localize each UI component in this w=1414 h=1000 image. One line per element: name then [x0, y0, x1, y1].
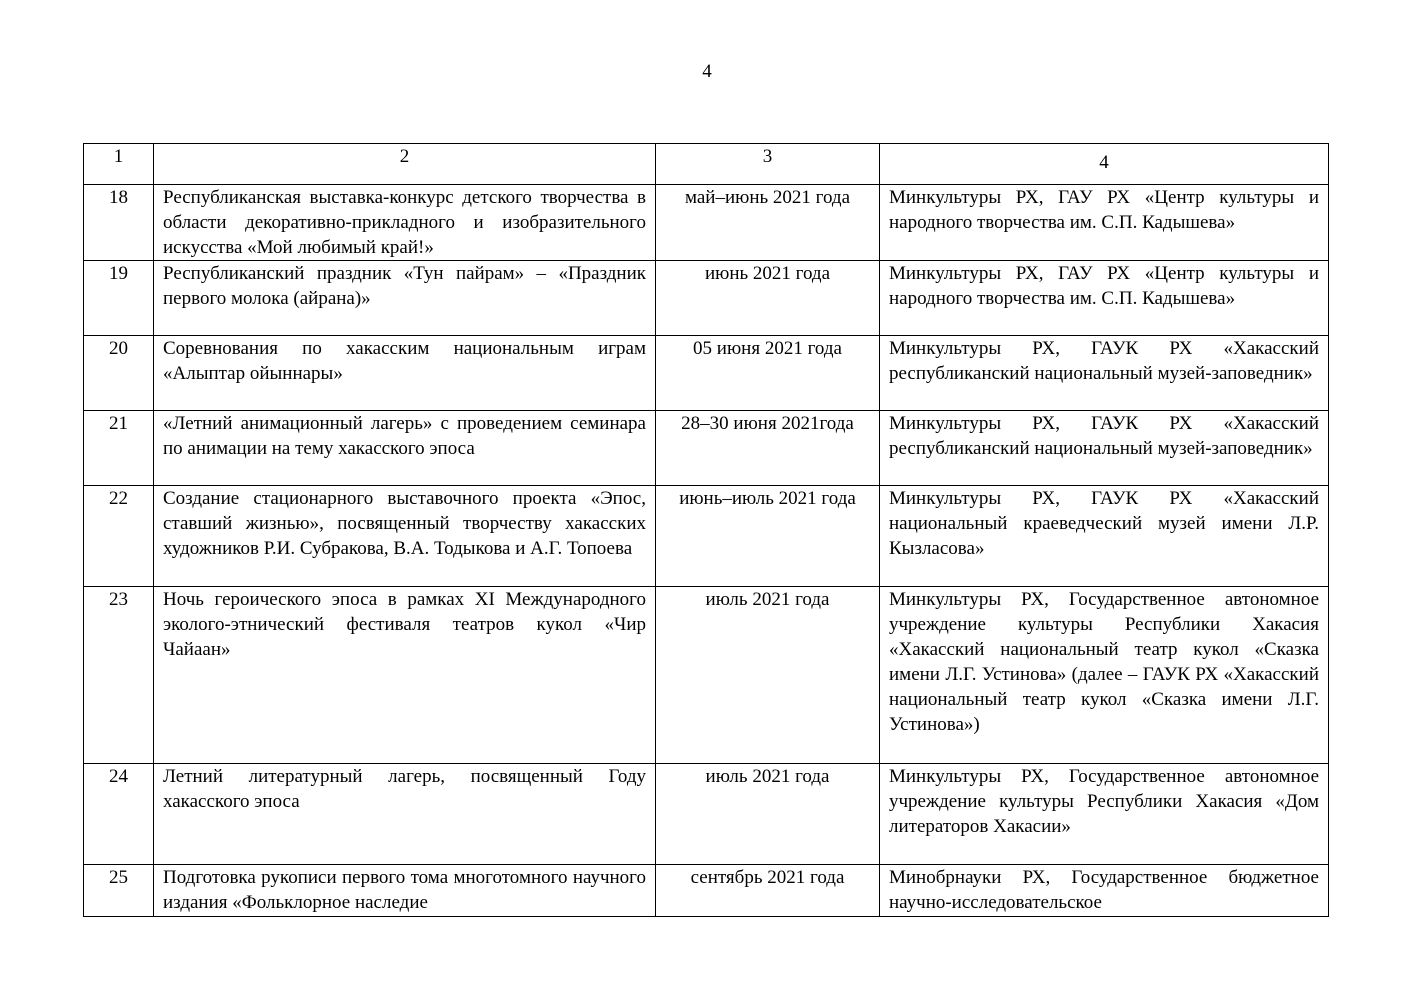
event-name: «Летний анимационный лагерь» с проведением семинара по анимации на тему хакасского эпоса — [154, 411, 656, 486]
row-number: 18 — [84, 185, 154, 261]
table-row — [84, 411, 1329, 486]
event-name: Республиканская выставка-конкурс детского творчества в области декоративно-прикладного и изобразительного искусства «Мой любимый край!» — [154, 185, 656, 261]
event-name: Соревнования по хакасским национальным играм «Алыптар ойыннары» — [154, 336, 656, 411]
event-organizer: Минкультуры РХ, ГАУК РХ «Хакасский республиканский национальный музей-заповедник» — [880, 411, 1329, 486]
event-date: июль 2021 года — [656, 587, 880, 764]
event-date: май–июнь 2021 года — [656, 185, 880, 261]
event-organizer: Минобрнауки РХ, Государственное бюджетное научно-исследовательское — [880, 865, 1329, 917]
event-organizer: Минкультуры РХ, ГАУК РХ «Хакасский национальный краеведческий музей имени Л.Р. Кызласова» — [880, 486, 1329, 587]
row-number: 20 — [84, 336, 154, 411]
row-number: 24 — [84, 764, 154, 865]
table-row — [84, 764, 1329, 865]
table-row — [84, 185, 1329, 261]
table-row — [84, 336, 1329, 411]
event-name: Республиканский праздник «Тун пайрам» – «Праздник первого молока (айрана)» — [154, 261, 656, 336]
table-row — [84, 486, 1329, 587]
row-number: 21 — [84, 411, 154, 486]
page-number: 4 — [702, 61, 712, 82]
event-name: Летний литературный лагерь, посвященный Году хакасского эпоса — [154, 764, 656, 865]
row-number: 25 — [84, 865, 154, 917]
event-date: июнь 2021 года — [656, 261, 880, 336]
event-date: 05 июня 2021 года — [656, 336, 880, 411]
event-date: 28–30 июня 2021года — [656, 411, 880, 486]
header-cell-3: 3 — [656, 144, 880, 185]
table-row — [84, 865, 1329, 917]
event-name: Подготовка рукописи первого тома многотомного научного издания «Фольклорное наследие — [154, 865, 656, 917]
table-header-row — [84, 144, 1329, 185]
event-organizer: Минкультуры РХ, Государственное автономное учреждение культуры Республики Хакасия «Хакасский национальный театр кукол «Сказка имени Л.Г. Устинова» (далее – ГАУК РХ «Хакасский национальный театр кукол «Сказка имени Л.Г. Устинова») — [880, 587, 1329, 764]
event-organizer: Минкультуры РХ, ГАУК РХ «Хакасский республиканский национальный музей-заповедник» — [880, 336, 1329, 411]
event-date: июль 2021 года — [656, 764, 880, 865]
header-cell-4: 4 — [880, 144, 1329, 185]
table-row — [84, 261, 1329, 336]
event-name: Ночь героического эпоса в рамках XI Международного эколого-этнический фестиваля театров кукол «Чир Чайаан» — [154, 587, 656, 764]
row-number: 19 — [84, 261, 154, 336]
event-date: июнь–июль 2021 года — [656, 486, 880, 587]
event-organizer: Минкультуры РХ, ГАУ РХ «Центр культуры и народного творчества им. С.П. Кадышева» — [880, 261, 1329, 336]
event-organizer: Минкультуры РХ, Государственное автономное учреждение культуры Республики Хакасия «Дом литераторов Хакасии» — [880, 764, 1329, 865]
header-cell-2: 2 — [154, 144, 656, 185]
events-table — [83, 143, 1329, 917]
row-number: 22 — [84, 486, 154, 587]
event-date: сентябрь 2021 года — [656, 865, 880, 917]
table-row — [84, 587, 1329, 764]
event-name: Создание стационарного выставочного проекта «Эпос, ставший жизнью», посвященный творчеству хакасских художников Р.И. Субракова, В.А. Тодыкова и А.Г. Топоева — [154, 486, 656, 587]
row-number: 23 — [84, 587, 154, 764]
event-organizer: Минкультуры РХ, ГАУ РХ «Центр культуры и народного творчества им. С.П. Кадышева» — [880, 185, 1329, 261]
header-cell-1: 1 — [84, 144, 154, 185]
